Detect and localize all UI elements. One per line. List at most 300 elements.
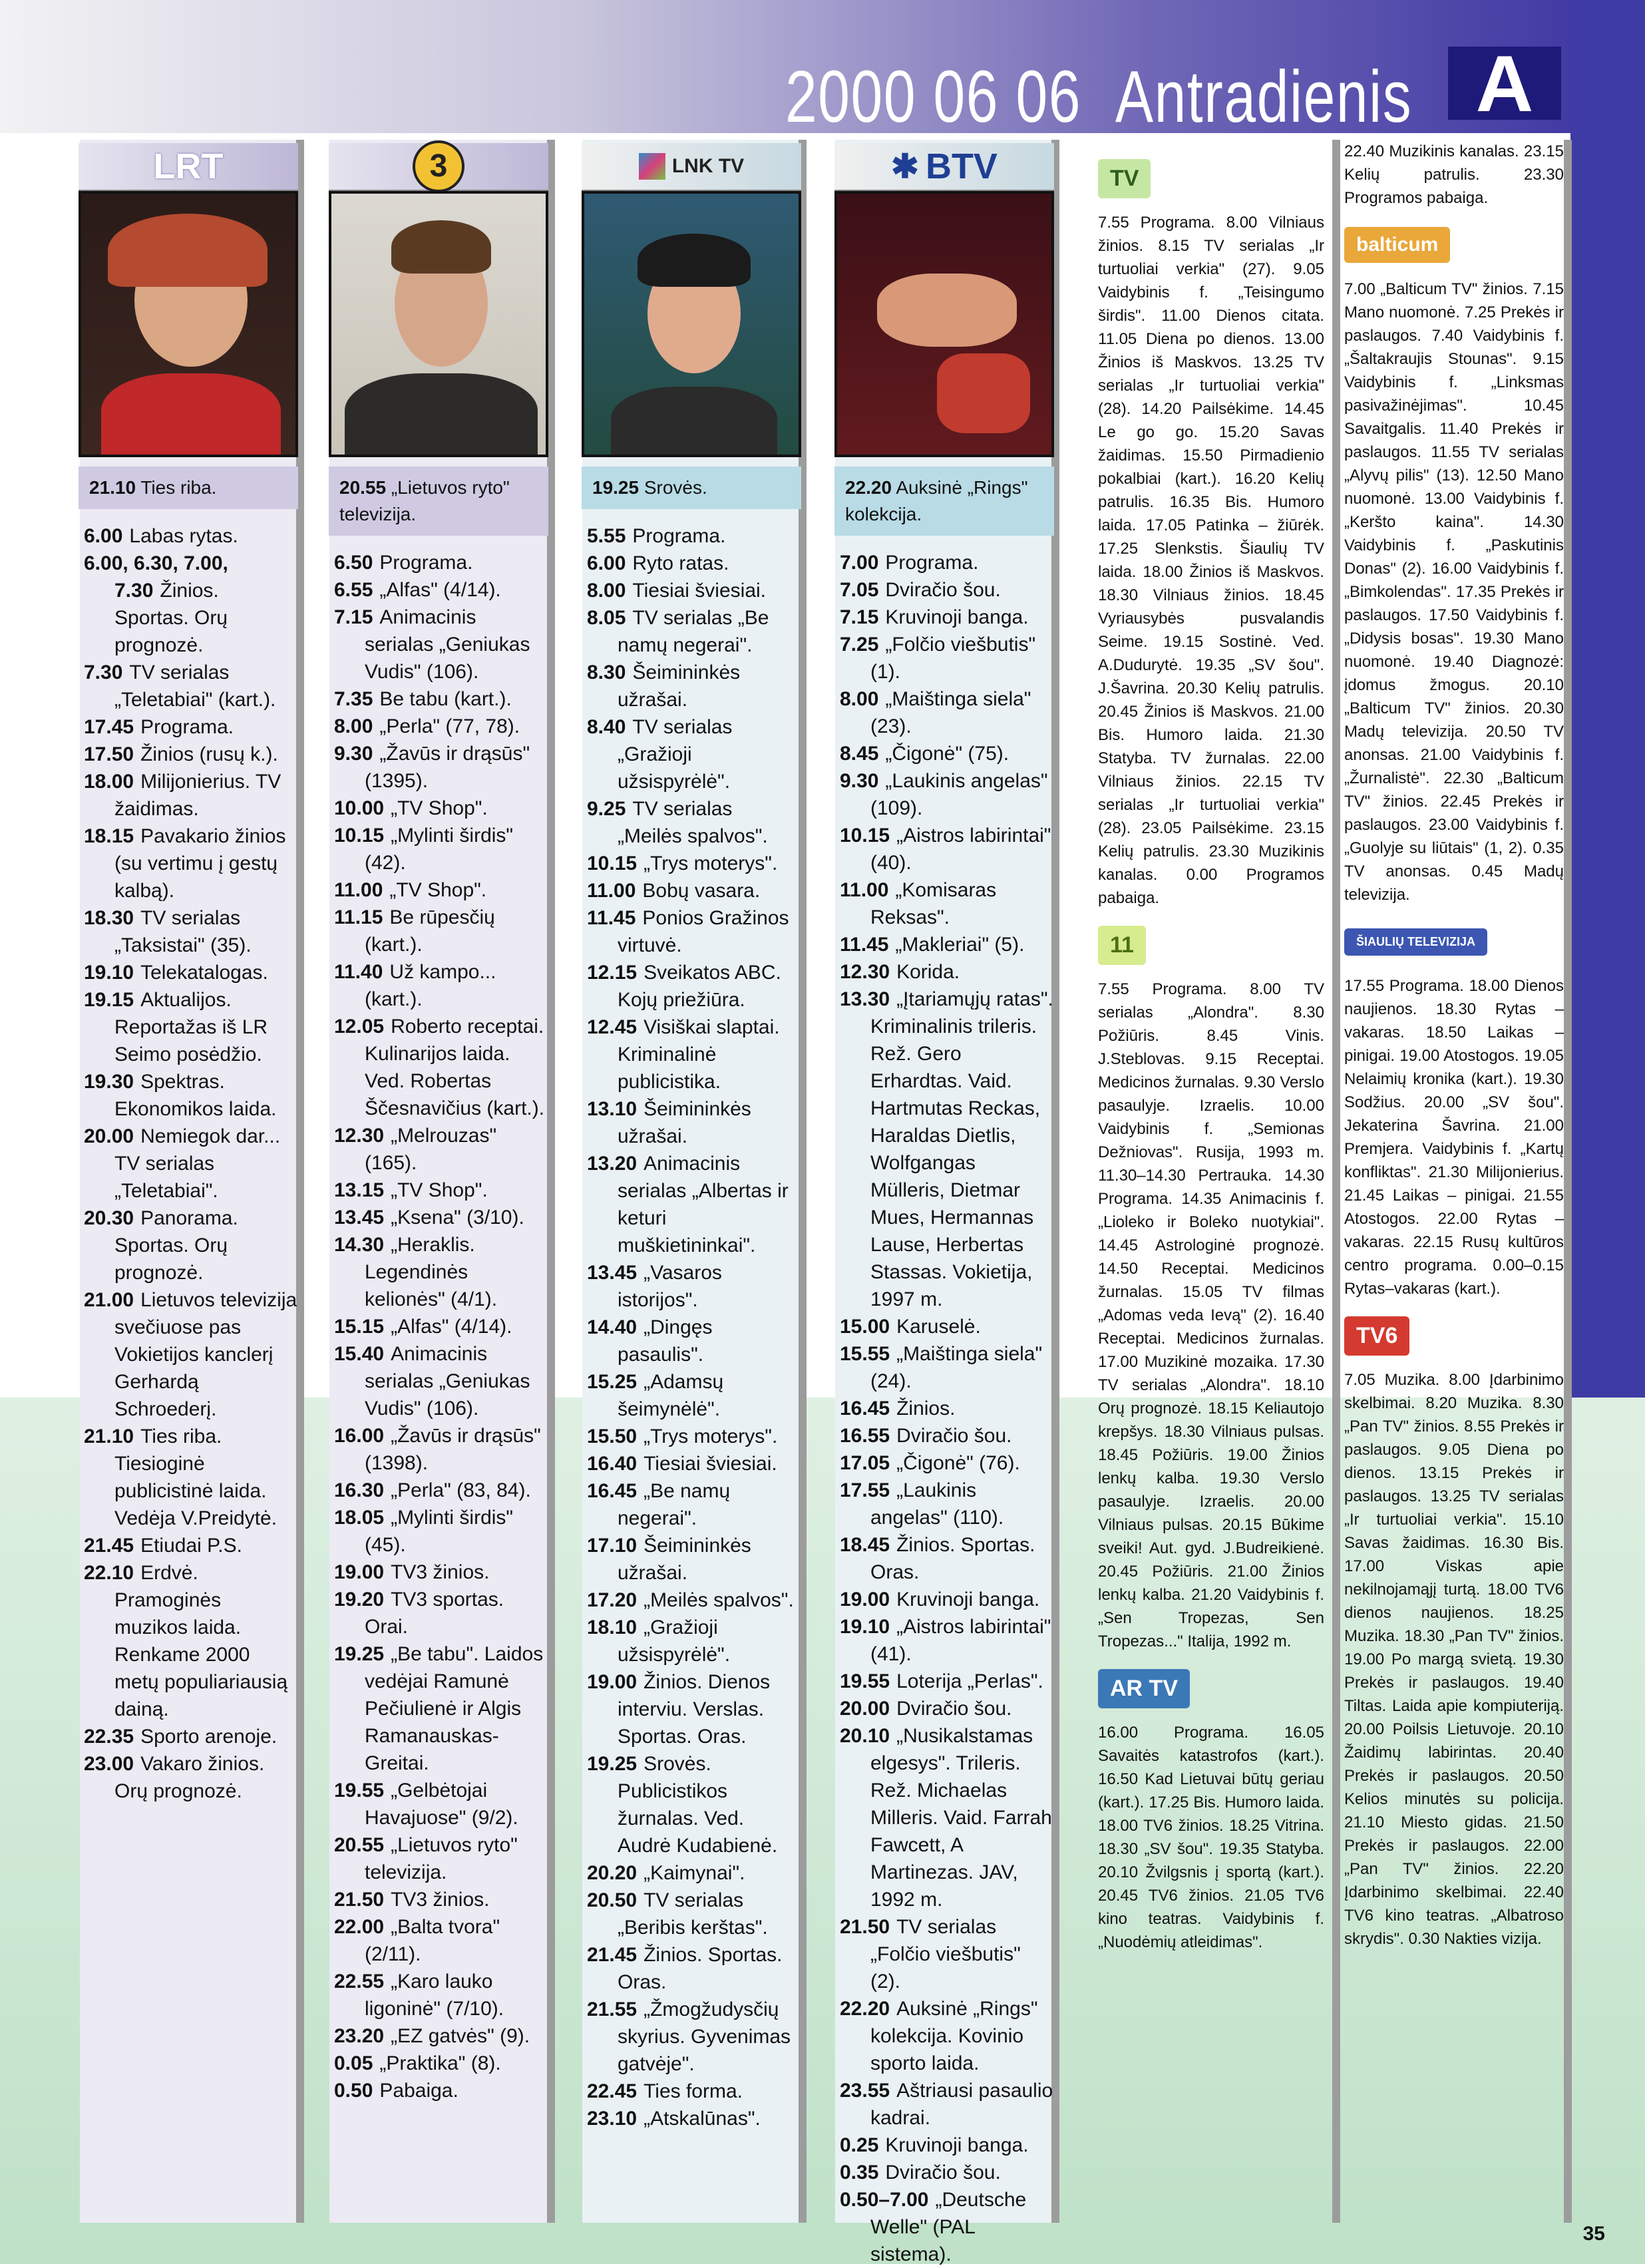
program-title: Roberto receptai. Kulinarijos laida. Ved. Robertas Ščesnavičius (kart.). <box>365 1016 545 1119</box>
program-time: 8.45 <box>840 743 879 765</box>
program-list <box>834 549 1054 2268</box>
program-time: 13.15 <box>334 1179 385 1201</box>
program-item <box>582 1941 801 1996</box>
highlight-title: Ties riba. <box>140 477 217 498</box>
highlight-title: „Lietuvos ryto" televizija. <box>339 477 510 524</box>
program-time: 19.20 <box>334 1589 385 1610</box>
program-time: 23.20 <box>334 2025 385 2047</box>
program-title: Žinios (rusų k.). <box>140 743 278 765</box>
program-title: Visiškai slaptai. Kriminalinė publicistika. <box>618 1016 780 1093</box>
program-title: Erdvė. Pramoginės muzikos laida. Renkame 2000 metų populiariausią dainą. <box>114 1562 288 1720</box>
program-time: 13.20 <box>587 1153 638 1175</box>
channel-logo-text: ŠIAULIŲ TELEVIZIJA <box>1344 928 1487 956</box>
program-title: TV3 sportas. Orai. <box>365 1589 504 1638</box>
program-item <box>329 876 548 904</box>
channel-logo <box>1344 918 1564 965</box>
highlight-time: 21.10 <box>89 477 136 498</box>
program-item <box>834 1613 1054 1668</box>
program-time: 19.00 <box>334 1561 385 1583</box>
highlight-title: Srovės. <box>643 477 707 498</box>
program-time: 13.45 <box>587 1262 638 1284</box>
program-title: Ryto ratas. <box>632 552 729 574</box>
program-time: 11.15 <box>334 906 383 928</box>
program-item <box>79 823 298 904</box>
program-time: 21.10 <box>84 1425 134 1447</box>
program-item <box>329 1777 548 1831</box>
program-title: TV serialas „Meilės spalvos". <box>618 798 768 847</box>
program-item <box>329 604 548 685</box>
channel-logo-text: LNK TV <box>671 155 745 177</box>
program-time: 0.50–7.00 <box>840 2189 929 2211</box>
program-time: 15.25 <box>587 1371 638 1393</box>
schedule-text: 7.05 Muzika. 8.00 Įdarbinimo skelbimai. 8.20 Muzika. 8.30 „Pan TV" žinios. 8.55 Prekės ir paslaugos. 9.05 Diena po dienos. 13.15 Prekės ir paslaugos. 13.25 TV serialas „Ir turtuoliai verkia". 15.10 Savas žaidimas. 16.30 Bis. 17.00 Viskas apie nekilnojamąjį turtą. 18.00 TV6 dienos naujienos. 18.25 Muzika. 18.30 „Pan TV" žinios. 19.00 Po margą svietą. 19.30 Prekės ir paslaugos. 19.40 Tiltas. Laida apie kompiuteriją. 20.00 Poilsis Lietuvoje. 20.10 Žaidimų labirintas. 20.40 Prekės ir paslaugos. 20.50 Kelios minutės su policija. 21.10 Miesto gidas. 21.50 Prekės ir paslaugos. 22.00 „Pan TV" žinios. 22.20 Įdarbinimo skelbimai. 22.40 TV6 kino teatras. „Albatroso skrydis". 0.30 Nakties vizija. <box>1344 1371 1564 1948</box>
program-title: Žinios. Sportas. Orų prognozė. <box>114 580 228 656</box>
program-time: 12.45 <box>587 1016 638 1038</box>
program-time: 19.55 <box>840 1670 890 1692</box>
tv3-logo-icon: 3 <box>413 140 464 192</box>
program-item <box>79 1723 298 1750</box>
program-item <box>834 576 1054 604</box>
program-title: „Aistros labirintai" (40). <box>870 825 1051 874</box>
channel-logo <box>1098 922 1324 968</box>
program-item <box>79 904 298 959</box>
program-time: 0.25 <box>840 2134 879 2156</box>
program-title: Žinios. Sportas. Oras. <box>618 1944 783 1993</box>
program-time: 15.50 <box>587 1425 638 1447</box>
program-item <box>834 1586 1054 1613</box>
program-title: „Komisaras Reksas". <box>870 879 997 928</box>
program-item <box>329 1968 548 2022</box>
program-time: 18.05 <box>334 1507 385 1529</box>
program-title: Dviračio šou. <box>896 1425 1012 1447</box>
program-time: 19.25 <box>334 1643 385 1665</box>
program-time: 6.00, 6.30, 7.00, 7.30 <box>84 552 228 602</box>
program-item <box>329 1013 548 1122</box>
program-title: Animacinis serialas „Albertas ir keturi muškietininkai". <box>618 1153 789 1256</box>
program-time: 9.25 <box>587 798 626 820</box>
program-item <box>834 986 1054 1313</box>
program-item <box>834 685 1054 740</box>
channel-photo <box>329 191 548 457</box>
program-title: Animacinis serialas „Geniukas Vudis" (106). <box>365 1343 530 1419</box>
program-title: Etiudai P.S. <box>140 1535 242 1557</box>
program-time: 8.00 <box>587 580 626 602</box>
program-title: „TV Shop". <box>391 1179 488 1201</box>
program-item <box>79 986 298 1068</box>
program-item <box>834 2077 1054 2132</box>
program-title: „Kaimynai". <box>643 1862 745 1884</box>
program-time: 14.40 <box>587 1316 638 1338</box>
program-title: TV3 žinios. <box>391 1561 490 1583</box>
program-list <box>79 522 298 1805</box>
program-time: 8.30 <box>587 662 626 683</box>
program-item <box>329 1559 548 1586</box>
program-title: Karuselė. <box>896 1316 981 1338</box>
schedule-text: 7.55 Programa. 8.00 TV serialas „Alondra". 8.30 Požiūris. 8.45 Vinis. J.Steblovas. 9.15 Receptai. Medicinos žurnalas. 9.30 Verslo pasaulyje. Izraelis. 10.00 Vaidybinis f. „Semionas Dežniovas". Rusija, 1993 m. 11.30–14.30 Pertrauka. 14.30 Programa. 14.35 Animacinis f. „Lioleko ir Boleko nuotykiai". 14.45 Astrologinė prognozė. 14.50 Receptai. Medicinos žurnalas. 15.05 TV filmas „Adomas veda Ievą" (2). 16.40 Receptai. Medicinos žurnalas. 17.00 Muzikinė mozaika. 17.30 TV serialas „Alondra". 18.10 Orų prognozė. 18.15 Keliautojo krepšys. 18.30 Vilniaus pulsas. 18.45 Požiūris. 19.00 Žinios lenkų kalba. 19.30 Verslo pasaulyje. Izraelis. 20.00 Vilniaus pulsas. 20.15 Būkime sveiki! Aut. gyd. J.Budreikienė. 20.45 Požiūris. 21.00 Žinios lenkų kalba. 21.20 Vaidybinis f. „Sen Tropezas, Sen Tropezas..." Italija, 1992 m. <box>1098 980 1324 1650</box>
program-title: Milijonierius. TV žaidimas. <box>114 771 281 820</box>
program-time: 19.00 <box>587 1671 638 1693</box>
program-time: 17.20 <box>587 1589 638 1611</box>
program-item <box>329 1122 548 1177</box>
schedule-text: 16.00 Programa. 16.05 Savaitės katastrofos (kart.). 16.50 Kad Lietuvai būtų geriau (kart.). 17.25 Bis. Humoro laida. 18.00 TV6 žinios. 18.25 Vitrina. 18.30 „SV šou". 19.35 Statyba. 20.10 Žvilgsnis į sportą (kart.). 20.45 TV6 žinios. 21.05 TV6 kino teatras. Vaidybinis f. „Nuodėmių atleidimas". <box>1098 1724 1324 1951</box>
program-time: 7.30 <box>84 662 123 683</box>
program-time: 20.20 <box>587 1862 638 1884</box>
regional-column-left <box>1098 150 1324 1966</box>
program-item <box>329 1477 548 1504</box>
program-item <box>329 2077 548 2104</box>
program-time: 17.45 <box>84 716 134 738</box>
program-time: 7.15 <box>334 606 373 628</box>
program-title: „Praktika" (8). <box>379 2052 501 2074</box>
program-title: Aštriausi pasaulio kadrai. <box>870 2080 1053 2129</box>
program-time: 18.45 <box>840 1534 890 1556</box>
program-item <box>834 822 1054 876</box>
program-title: „Čigonė" (75). <box>885 743 1009 765</box>
program-title: Auksinė „Rings" kolekcija. Kovinio sporto laida. <box>870 1998 1038 2074</box>
program-list <box>329 549 548 2104</box>
program-item <box>79 713 298 741</box>
program-item <box>834 1913 1054 1995</box>
program-item <box>582 1314 801 1368</box>
program-item <box>329 2050 548 2077</box>
program-title: Sporto arenoje. <box>140 1726 277 1748</box>
right-edge-band <box>1570 0 1645 1398</box>
program-title: „Trys moterys". <box>643 852 778 874</box>
schedule-text: 7.55 Programa. 8.00 Vilniaus žinios. 8.15 TV serialas „Ir turtuoliai verkia" (27). 9.05 Vaidybinis f. „Teisingumo širdis". 11.00 Dienos citata. 11.05 Diena po dienos. 13.00 Žinios iš Maskvos. 13.25 TV serialas „Ir turtuoliai verkia" (28). 14.20 Pailsėkime. 14.45 Le go go. 15.20 Savas žaidimas. 15.50 Pirmadienio pokalbiai (kart.). 16.20 Kelių patrulis. 16.35 Bis. Humoro laida. 17.05 Patinka – žiūrėk. 17.25 Slenkstis. Šiaulių TV laida. 18.00 Žinios iš Maskvos. 18.30 Vilniaus žinios. 18.45 Vyriausybės pusvalandis Seime. 19.15 Sostinė. Ved. A.Dudurytė. 19.35 „SV šou". J.Šavrina. 20.30 Kelių patrulis. 20.45 Žinios iš Maskvos. 21.00 Bis. Humoro laida. 21.30 Statyba. TV žurnalas. 22.00 Vilniaus žinios. 22.15 TV serialas „Ir turtuoliai verkia" (28). 23.05 Pailsėkime. 23.15 Kelių patrulis. 23.30 Muzikinis kanalas. 0.00 Programos pabaiga. <box>1098 214 1324 907</box>
program-title: „Žmogžudysčių skyrius. Gyvenimas gatvėje". <box>618 1998 791 2075</box>
program-item <box>329 1340 548 1422</box>
program-time: 15.40 <box>334 1343 385 1365</box>
program-item <box>834 2186 1054 2268</box>
program-title: „Mylinti širdis" (45). <box>365 1507 514 1556</box>
program-item <box>834 549 1054 576</box>
program-time: 11.45 <box>587 907 636 929</box>
program-time: 16.45 <box>587 1480 638 1502</box>
program-time: 7.15 <box>840 606 879 628</box>
program-item <box>79 1123 298 1205</box>
regional-column-right <box>1344 140 1564 1963</box>
program-time: 14.30 <box>334 1234 385 1256</box>
program-title: Panorama. Sportas. Orų prognozė. <box>114 1207 238 1284</box>
program-time: 19.00 <box>840 1589 890 1610</box>
program-item <box>582 713 801 795</box>
program-item <box>79 550 298 659</box>
program-title: Animacinis serialas „Geniukas Vudis" (106). <box>365 606 530 683</box>
program-item <box>79 1286 298 1423</box>
program-time: 15.00 <box>840 1316 890 1338</box>
program-time: 12.30 <box>840 961 890 983</box>
program-title: „Alfas" (4/14). <box>391 1316 512 1338</box>
btv-logo-icon: ✱ <box>891 148 919 185</box>
program-title: „Aistros labirintai" (41). <box>870 1616 1051 1665</box>
program-title: Be tabu (kart.). <box>379 688 512 710</box>
program-item <box>329 795 548 822</box>
program-title: Nemiegok dar... TV serialas „Teletabiai". <box>114 1125 281 1202</box>
program-item <box>582 1423 801 1450</box>
program-title: „Laukinis angelas" (110). <box>870 1479 1004 1529</box>
program-title: „Vasaros istorijos". <box>618 1262 722 1311</box>
program-item <box>329 576 548 604</box>
program-title: „TV Shop". <box>389 879 487 901</box>
program-time: 22.35 <box>84 1726 134 1748</box>
program-title: „Mylinti širdis" (42). <box>365 825 514 874</box>
program-time: 9.30 <box>334 743 373 765</box>
program-item <box>834 604 1054 631</box>
program-title: „Be namų negerai". <box>618 1480 731 1529</box>
channel-logo-text: TV6 <box>1344 1316 1409 1356</box>
program-item <box>329 713 548 740</box>
program-item <box>582 1095 801 1150</box>
program-item <box>79 1750 298 1805</box>
program-item <box>329 1177 548 1204</box>
program-item <box>582 2105 801 2132</box>
program-time: 19.30 <box>84 1071 134 1093</box>
program-item <box>834 1995 1054 2077</box>
program-item <box>582 1859 801 1887</box>
program-item <box>582 1887 801 1941</box>
program-item <box>582 1587 801 1614</box>
program-title: „Meilės spalvos". <box>643 1589 794 1611</box>
program-item <box>329 958 548 1013</box>
program-item <box>79 959 298 986</box>
program-item <box>582 1014 801 1095</box>
program-time: 20.30 <box>84 1207 134 1229</box>
program-time: 9.30 <box>840 770 879 792</box>
program-time: 13.45 <box>334 1207 385 1228</box>
channel-logo-text: AR TV <box>1098 1669 1190 1708</box>
program-item <box>582 1259 801 1314</box>
program-item <box>582 1368 801 1423</box>
program-time: 7.35 <box>334 688 373 710</box>
program-item <box>79 1205 298 1286</box>
program-time: 18.00 <box>84 771 134 793</box>
program-title: „Adamsų šeimynėlė". <box>618 1371 724 1420</box>
program-item <box>834 1531 1054 1586</box>
program-item <box>329 1913 548 1968</box>
highlight-box <box>329 467 548 536</box>
program-title: „Žavūs ir drąsūs" (1395). <box>365 743 530 792</box>
program-item <box>329 904 548 958</box>
program-item <box>834 1722 1054 1913</box>
program-time: 10.15 <box>840 825 890 847</box>
program-time: 8.40 <box>587 716 626 738</box>
program-item <box>329 740 548 795</box>
program-title: Dviračio šou. <box>896 1698 1012 1720</box>
program-title: „Žavūs ir drąsūs" (1398). <box>365 1425 541 1474</box>
channel-column-tv3 <box>329 143 548 2104</box>
program-title: „Heraklis. Legendinės kelionės" (4/1). <box>365 1234 498 1310</box>
program-item <box>79 741 298 768</box>
program-title: Žinios. <box>896 1398 956 1419</box>
program-time: 8.05 <box>587 607 626 629</box>
program-time: 5.55 <box>587 525 626 547</box>
program-item <box>834 1477 1054 1531</box>
program-title: „Melrouzas" (165). <box>365 1125 497 1174</box>
channel-logo <box>329 143 548 191</box>
program-time: 12.05 <box>334 1016 385 1038</box>
program-title: Žinios. Sportas. Oras. <box>870 1534 1035 1583</box>
program-time: 18.15 <box>84 825 134 847</box>
program-time: 19.10 <box>84 962 134 984</box>
schedule-text: 22.40 Muzikinis kanalas. 23.15 Kelių patrulis. 23.30 Programos pabaiga. <box>1344 142 1564 207</box>
program-item <box>834 1449 1054 1477</box>
program-title: Ties forma. <box>643 2080 743 2102</box>
program-time: 15.15 <box>334 1316 385 1338</box>
program-item <box>582 1150 801 1259</box>
program-title: Šeimininkės užrašai. <box>618 662 741 711</box>
program-title: „Gelbėtojai Havajuose" (9/2). <box>365 1780 518 1829</box>
regional-block-tv6 <box>1344 1312 1564 1951</box>
program-time: 22.55 <box>334 1971 385 1992</box>
program-item <box>329 1231 548 1313</box>
program-item <box>582 904 801 959</box>
program-item <box>834 1668 1054 1695</box>
program-time: 19.25 <box>587 1753 638 1775</box>
program-time: 6.00 <box>587 552 626 574</box>
program-title: „Balta tvora" (2/11). <box>365 1916 500 1965</box>
program-item <box>329 549 548 576</box>
program-title: „Trys moterys". <box>643 1425 778 1447</box>
day-letter-badge: A <box>1448 47 1561 120</box>
program-time: 22.45 <box>587 2080 638 2102</box>
schedule-text: 7.00 „Balticum TV" žinios. 7.15 Mano nuomonė. 7.25 Prekės ir paslaugos. 7.40 Vaidybinis f. „Šaltakraujis Stounas". 9.15 Vaidybinis f. „Linksmas pasivažinėjimas". 10.45 Savaitgalis. 11.40 Prekės ir paslaugos. 11.55 TV serialas „Alyvų pilis" (13). 12.50 Mano nuomonė. 13.00 Vaidybinis f. „Keršto kaina". 14.30 Vaidybinis f. „Paskutinis Donas" (2). 16.00 Vaidybinis f. „Bimkolendas". 17.35 Prekės ir paslaugos. 17.50 Vaidybinis f. „Didysis bosas". 19.30 Mano nuomonė. 19.40 Diagnozė: įdomus žmogus. 20.10 „Balticum TV" žinios. 20.30 Madų televizija. 20.50 TV anonsas. 21.00 Vaidybinis f. „Žurnalistė". 22.30 „Balticum TV" žinios. 22.45 Prekės ir paslaugos. 23.00 Vaidybinis f. „Guolyje su liūtais" (1, 2). 0.35 TV anonsas. 0.45 Madų televizija. <box>1344 280 1564 904</box>
channel-logo <box>582 143 801 191</box>
program-item <box>582 1614 801 1668</box>
program-item <box>582 850 801 877</box>
channel-logo-text: BTV <box>925 146 998 186</box>
program-title: Labas rytas. <box>129 525 238 547</box>
program-title: „Maištinga siela" (23). <box>870 688 1031 737</box>
program-title: TV serialas „Gražioji užsispyrėlė". <box>618 716 733 793</box>
program-time: 13.10 <box>587 1098 638 1120</box>
program-title: TV serialas „Teletabiai" (kart.). <box>114 662 276 711</box>
program-title: Spektras. Ekonomikos laida. <box>114 1071 277 1120</box>
program-time: 11.00 <box>840 879 889 901</box>
program-title: TV serialas „Beribis kerštas". <box>618 1889 768 1939</box>
program-title: Kruvinoji banga. <box>885 2134 1029 2156</box>
program-time: 13.30 <box>840 988 890 1010</box>
program-item <box>834 958 1054 986</box>
program-time: 21.55 <box>587 1998 638 2020</box>
program-time: 15.55 <box>840 1343 890 1365</box>
program-time: 20.00 <box>84 1125 134 1147</box>
program-time: 6.55 <box>334 579 373 601</box>
program-item <box>79 1423 298 1532</box>
channel-logo <box>1344 222 1564 268</box>
program-item <box>79 522 298 550</box>
channel-logo <box>1344 1312 1564 1359</box>
program-item <box>582 577 801 604</box>
program-item <box>834 931 1054 958</box>
program-time: 22.20 <box>840 1998 890 2020</box>
highlight-time: 20.55 <box>339 477 387 498</box>
program-title: Loterija „Perlas". <box>896 1670 1043 1692</box>
program-item <box>329 1504 548 1559</box>
program-title: Vakaro žinios. Orų prognozė. <box>114 1753 265 1802</box>
regional-block-balticum <box>1344 222 1564 906</box>
program-time: 6.50 <box>334 552 373 574</box>
program-title: TV serialas „Be namų negerai". <box>618 607 769 656</box>
channel-photo <box>79 191 298 457</box>
regional-block-vilnius <box>1098 155 1324 910</box>
program-time: 16.00 <box>334 1425 385 1447</box>
program-time: 19.15 <box>84 989 134 1011</box>
program-item <box>834 2159 1054 2186</box>
program-title: TV serialas „Taksistai" (35). <box>114 907 252 956</box>
program-item <box>834 1395 1054 1422</box>
program-time: 22.00 <box>334 1916 385 1938</box>
program-time: 21.50 <box>840 1916 890 1938</box>
program-title: Kruvinoji banga. <box>885 606 1029 628</box>
program-item <box>582 1668 801 1750</box>
highlight-box <box>582 467 801 509</box>
separator <box>1332 140 1340 2223</box>
channel-logo <box>1098 155 1324 202</box>
program-time: 10.00 <box>334 797 385 819</box>
program-title: Pabaiga. <box>379 2080 458 2102</box>
program-title: „Folčio viešbutis" (1). <box>870 634 1036 683</box>
channel-logo <box>834 143 1054 191</box>
program-title: Programa. <box>885 552 979 574</box>
program-time: 23.00 <box>84 1753 134 1775</box>
program-title: „Dingęs pasaulis". <box>618 1316 713 1366</box>
program-item <box>329 822 548 876</box>
program-title: „Nusikalstamas elgesys". Trileris. Rež. Michaelas Milleris. Vaid. Farrah Fawcett, A Martinezas. JAV, 1992 m. <box>870 1725 1052 1911</box>
program-title: TV3 žinios. <box>391 1889 490 1911</box>
program-title: „Atskalūnas". <box>643 2108 761 2130</box>
program-time: 8.00 <box>334 715 373 737</box>
program-time: 22.10 <box>84 1562 134 1584</box>
program-item <box>582 550 801 577</box>
program-time: 8.00 <box>840 688 879 710</box>
program-item <box>582 795 801 850</box>
page-number: 35 <box>1582 2223 1605 2245</box>
program-time: 19.55 <box>334 1780 385 1801</box>
program-title: „Perla" (77, 78). <box>379 715 520 737</box>
channel-logo-text: 11 <box>1098 926 1146 965</box>
program-title: Kruvinoji banga. <box>896 1589 1040 1610</box>
program-title: Šeimininkės užrašai. <box>618 1535 751 1584</box>
regional-block-continued <box>1344 140 1564 210</box>
program-item <box>329 1640 548 1777</box>
program-title: Už kampo... (kart.). <box>365 961 496 1010</box>
program-time: 23.10 <box>587 2108 638 2130</box>
channel-photo <box>582 191 801 457</box>
program-title: „Makleriai" (5). <box>895 934 1025 956</box>
program-item <box>79 1068 298 1123</box>
program-time: 12.30 <box>334 1125 385 1147</box>
program-item <box>834 631 1054 685</box>
channel-logo-text: TV <box>1098 159 1151 198</box>
program-title: Šeimininkės užrašai. <box>618 1098 751 1147</box>
program-item <box>582 1532 801 1587</box>
highlight-title: Auksinė „Rings" kolekcija. <box>845 477 1028 524</box>
program-time: 20.10 <box>840 1725 890 1747</box>
channel-logo: LRT <box>79 143 298 191</box>
program-time: 16.30 <box>334 1479 385 1501</box>
program-time: 20.00 <box>840 1698 890 1720</box>
program-item <box>582 1750 801 1859</box>
program-item <box>582 1450 801 1477</box>
program-time: 11.40 <box>334 961 383 983</box>
program-item <box>582 1477 801 1532</box>
program-title: Srovės. Publicistikos žurnalas. Ved. Audrė Kudabienė. <box>618 1753 778 1857</box>
program-item <box>582 604 801 659</box>
program-item <box>834 2132 1054 2159</box>
program-time: 0.05 <box>334 2052 373 2074</box>
program-title: „Čigonė" (76). <box>896 1452 1020 1474</box>
program-time: 10.15 <box>334 825 385 847</box>
